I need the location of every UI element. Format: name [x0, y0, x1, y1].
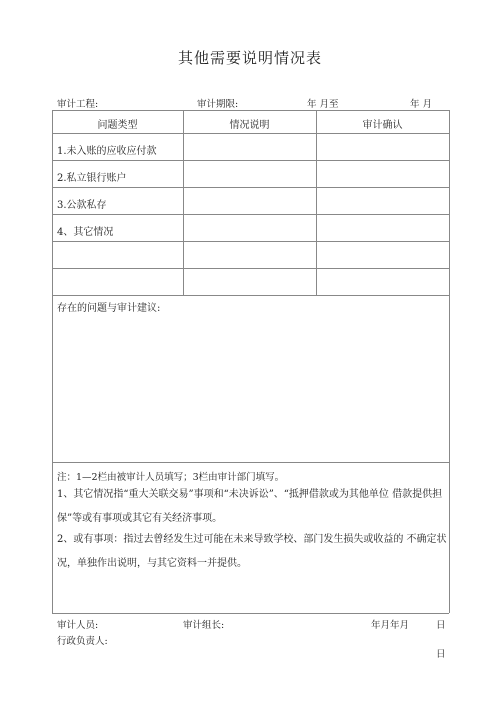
auditor-label: 审计人员:	[57, 620, 99, 631]
admin-sign-day: 日	[436, 649, 446, 660]
column-header-description: 情况说明	[229, 120, 270, 131]
audit-period-to: 年 月	[410, 99, 433, 110]
note-item-1: 1、其它情况指“重大关联交易”事项和“未决诉讼”、“抵押借款或为其他单位 借款提供担保”等或有事项或其它有关经济事项。	[57, 489, 443, 524]
table-row-label: 1.未入账的应收应付款	[57, 146, 157, 157]
table-rule	[52, 268, 449, 269]
table-border-left	[52, 110, 53, 613]
table-row-label: 2.私立银行账户	[57, 173, 127, 184]
table-row-label: 4、其它情况	[57, 227, 114, 238]
table-rule	[52, 160, 449, 161]
column-header-problem-type: 问题类型	[97, 120, 138, 131]
fill-note: 注：1—2栏由被审计人员填写；3栏由审计部门填写。	[57, 472, 285, 483]
table-column-divider	[316, 110, 317, 295]
page-title: 其他需要说明情况表	[177, 49, 322, 67]
audit-period-label: 审计期限:	[197, 99, 239, 110]
admin-head-label: 行政负责人:	[57, 636, 108, 647]
column-header-audit-confirm: 审计确认	[362, 120, 403, 131]
table-column-divider	[183, 110, 184, 295]
table-border-right	[449, 110, 450, 613]
table-rule	[52, 133, 449, 134]
audit-project-label: 审计工程:	[57, 99, 99, 110]
table-rule	[52, 295, 449, 296]
table-rule	[52, 187, 449, 188]
table-border-top	[52, 110, 449, 111]
table-rule	[52, 462, 449, 463]
sign-date: 年月年月	[371, 620, 410, 631]
sign-day: 日	[436, 620, 446, 631]
audit-period-from: 年 月至	[307, 99, 339, 110]
table-rule	[52, 214, 449, 215]
table-rule	[52, 241, 449, 242]
table-border-bottom	[52, 613, 449, 614]
table-row-label: 3.公款私存	[57, 200, 107, 211]
audit-leader-label: 审计组长:	[183, 620, 225, 631]
issues-suggestions-label: 存在的问题与审计建议:	[57, 303, 161, 314]
note-item-2: 2、或有事项：指过去曾经发生过可能在未来导致学校、部门发生损失或收益的 不确定状况，单独作出说明，与其它资料一并提供。	[57, 534, 447, 569]
